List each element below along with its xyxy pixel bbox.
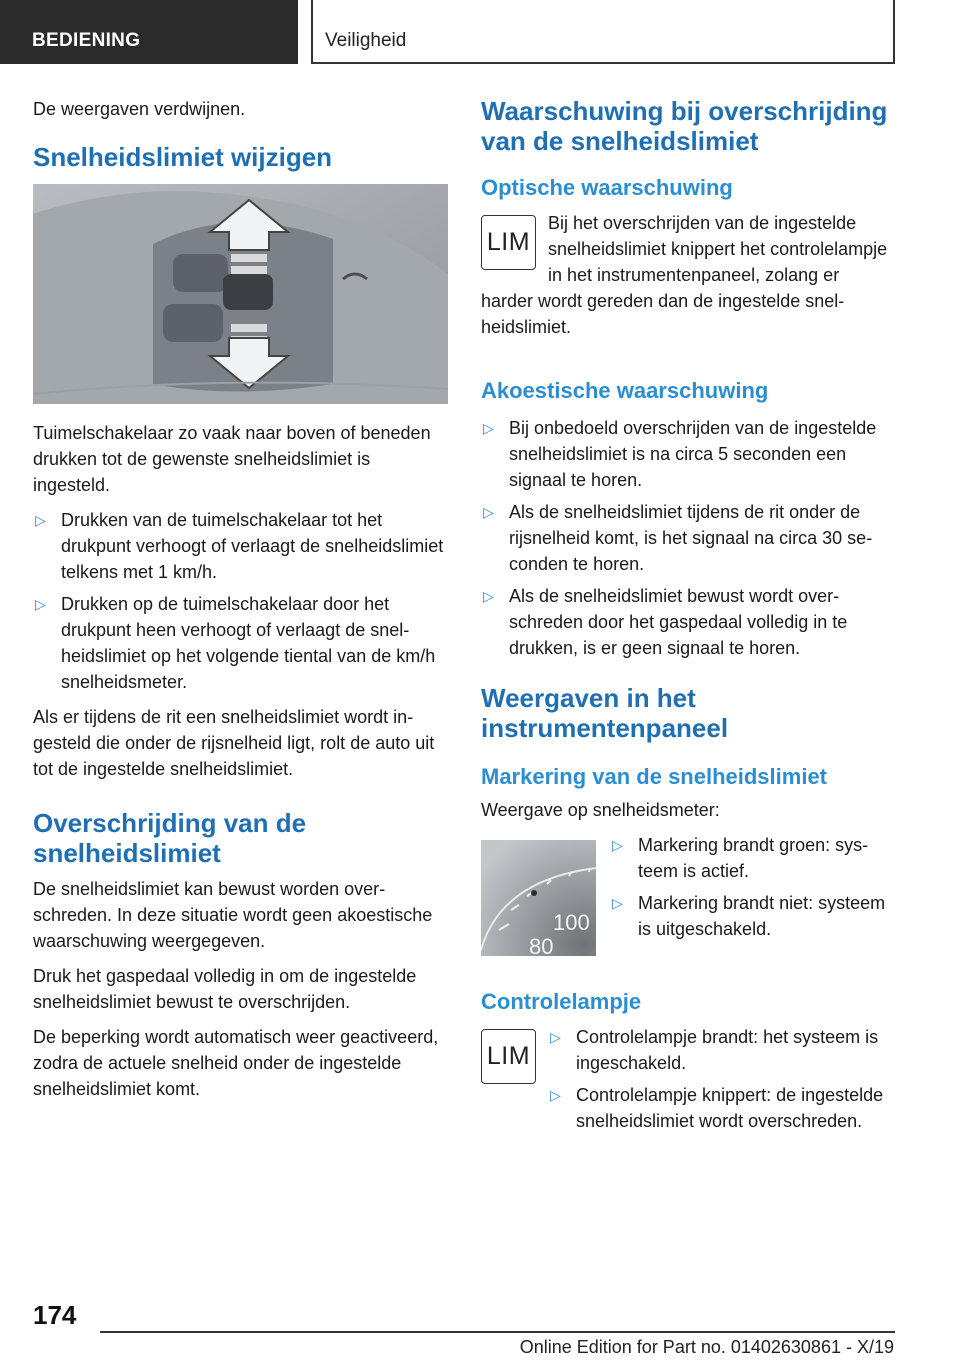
- optical-text: Bij het overschrijden van de ingestelde snelheidslimiet knippert het controlelampje in het instrumentenpaneel, zolang er harder wordt gereden dan de ingestelde snelheidslimiet.: [481, 213, 888, 337]
- triangle-bullet-icon: ▷: [550, 1087, 561, 1103]
- left-column: [33, 96, 448, 1111]
- indicator-lamp-block: [481, 1024, 895, 1149]
- triangle-bullet-icon: ▷: [612, 837, 623, 853]
- gauge-label-80: 80: [529, 934, 554, 956]
- edition-note: Online Edition for Part no. 01402630861 - X/19: [519, 1337, 894, 1357]
- toggle-instruction: Tuimelschakelaar zo vaak naar boven of beneden drukken tot de gewenste snelheidslimiet is ingesteld.: [33, 423, 431, 495]
- list-item: ▷ Bij onbedoeld overschrijden van de ingestelde snelheidslimiet is na circa 5 seconden een signaal te horen.: [481, 415, 895, 493]
- list-item: ▷ Drukken op de tuimelschakelaar door het drukpunt heen verhoogt of verlaagt de snelheidslimiet op het volgende tiental van de km/h snelheidsmeter.: [33, 591, 448, 695]
- heading-acoustic-warning: Akoestische waarschuwing: [481, 378, 769, 403]
- exceed-text-2: Druk het gaspedaal volledig in om de ingestelde snelheidslimiet bewust te overschrijden.: [33, 966, 417, 1012]
- heading-marking: Markering van de snelheidslimiet: [481, 764, 828, 789]
- acoustic-list: [481, 415, 895, 661]
- marking-block: [481, 832, 895, 966]
- heading-warning: Waarschuwing bij overschrijding van de snelheidslimiet: [481, 96, 888, 156]
- heading-change-limit: Snelheidslimiet wijzigen: [33, 142, 333, 172]
- footer-divider: [100, 1331, 895, 1333]
- rolt-text: Als er tijdens de rit een snelheidslimiet wordt ingesteld die onder de rijsnelheid ligt, rolt de auto uit tot de ingestelde snelheidslimiet.: [33, 707, 435, 779]
- heading-indicator-lamp: Controlelampje: [481, 989, 642, 1014]
- steering-wheel-rocker-image: [33, 184, 448, 404]
- heading-displays: Weergaven in het instrumentenpaneel: [481, 683, 729, 743]
- triangle-bullet-icon: ▷: [612, 895, 623, 911]
- triangle-bullet-icon: ▷: [35, 596, 46, 612]
- page-number: 174: [33, 1300, 77, 1330]
- change-limit-list: [33, 507, 448, 695]
- page-header: [0, 0, 960, 66]
- heading-optical-warning: Optische waarschuwing: [481, 175, 733, 200]
- gauge-label-100: 100: [553, 910, 590, 935]
- optical-warning-block: [481, 210, 895, 349]
- intro-text: De weergaven verdwijnen.: [33, 99, 246, 119]
- triangle-bullet-icon: ▷: [550, 1029, 561, 1045]
- speedometer-image: [481, 840, 596, 956]
- lamp-list: [548, 1024, 895, 1140]
- section-tab: BEDIENING: [0, 0, 298, 64]
- list-item: ▷ Markering brandt groen: systeem is actief.: [610, 832, 895, 884]
- heading-exceed-limit: Overschrijding van de snelheidslimiet: [33, 808, 307, 868]
- lim-indicator-icon: LIM: [481, 215, 536, 270]
- triangle-bullet-icon: ▷: [483, 588, 494, 604]
- list-item: ▷ Markering brandt niet: systeem is uitgeschakeld.: [610, 890, 895, 942]
- right-column: [481, 96, 895, 1149]
- lim-indicator-icon: LIM: [481, 1029, 536, 1084]
- display-text: Weergave op snelheidsmeter:: [481, 800, 720, 820]
- list-item: ▷ Controlelampje knippert: de ingestelde snelheidslimiet wordt overschreden.: [548, 1082, 895, 1134]
- triangle-bullet-icon: ▷: [35, 512, 46, 528]
- triangle-bullet-icon: ▷: [483, 420, 494, 436]
- triangle-bullet-icon: ▷: [483, 504, 494, 520]
- list-item: ▷ Als de snelheidslimiet tijdens de rit onder de rijsnelheid komt, is het signaal na circa 30 seconden te horen.: [481, 499, 895, 577]
- list-item: ▷ Drukken van de tuimelschakelaar tot het drukpunt verhoogt of verlaagt de snelheidslimiet telkens met 1 km/h.: [33, 507, 448, 585]
- list-item: ▷ Controlelampje brandt: het systeem is ingeschakeld.: [548, 1024, 895, 1076]
- marking-list: [610, 832, 895, 948]
- exceed-text-3: De beperking wordt automatisch weer geactiveerd, zodra de actuele snelheid onder de ingestelde snelheidslimiet komt.: [33, 1027, 439, 1099]
- chapter-tab: Veiligheid: [311, 0, 895, 64]
- list-item: ▷ Als de snelheidslimiet bewust wordt overschreden door het gaspedaal volledig in te drukken, is er geen signaal te horen.: [481, 583, 895, 661]
- exceed-text-1: De snelheidslimiet kan bewust worden overschreden. In deze situatie wordt geen akoestische waarschuwing weergegeven.: [33, 879, 433, 951]
